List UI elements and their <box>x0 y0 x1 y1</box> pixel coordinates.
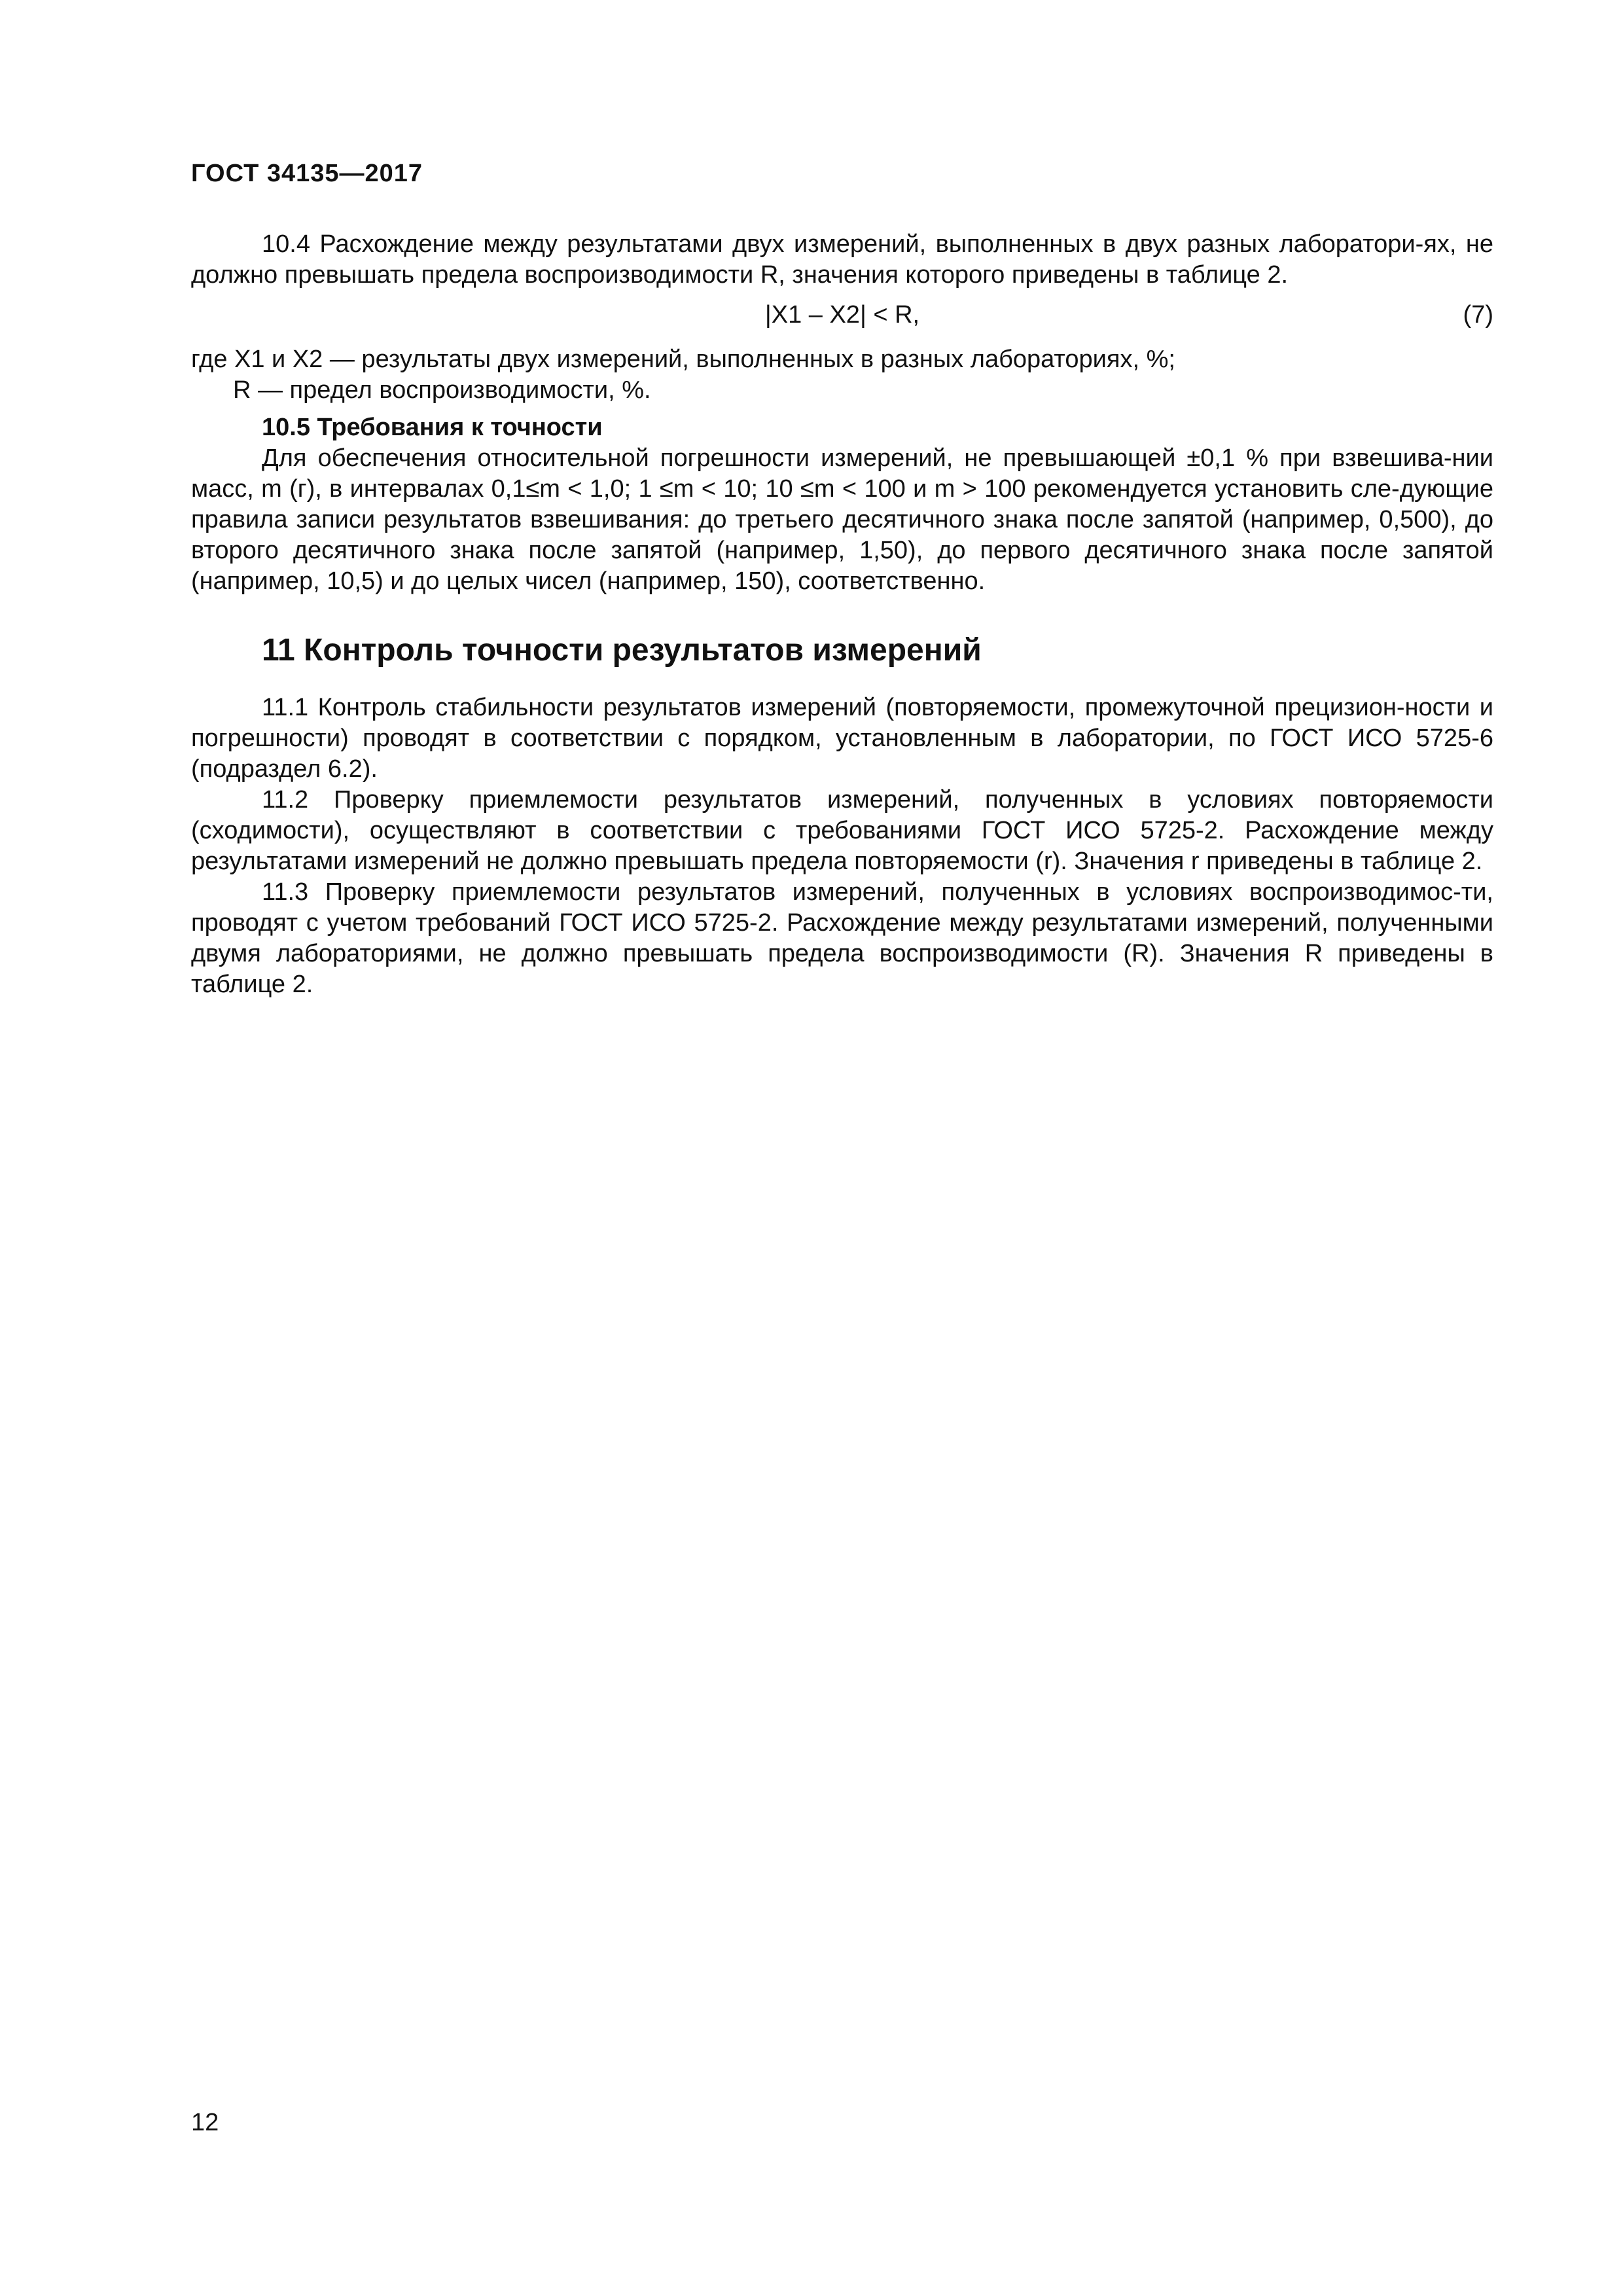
where-x-definition: где X1 и X2 — результаты двух измерений, выполненных в разных лабораториях, %; <box>191 346 1175 373</box>
formula-row <box>191 300 1493 339</box>
standard-header: ГОСТ 34135—2017 <box>191 160 423 187</box>
paragraph-10-5: Для обеспечения относительной погрешности измерений, не превышающей ±0,1 % при взвешива-нии масс, m (г), в интервалах 0,1≤m < 1,0; 1 ≤m < 10; 10 ≤m < 100 и m > 100 рекомендуется установить сле-дующие правила записи результатов взвешивания: до третьего десятичного знака после запятой (например, 0,500), до второго десятичного знака после запятой (например, 1,50), до первого десятичного знака после запятой (например, 10,5) и до целых чисел (например, 150), соответственно. <box>191 444 1493 595</box>
where-r-definition: R — предел воспроизводимости, %. <box>233 376 651 404</box>
paragraph-11-2: 11.2 Проверку приемлемости результатов измерений, полученных в условиях повторяемости (сходимости), осуществляют в соответствии с требованиями ГОСТ ИСО 5725-2. Расхождение между результатами измерений не должно превышать предела повторяемости (r). Значения r приведены в таблице 2. <box>191 786 1493 875</box>
paragraph-10-4: 10.4 Расхождение между результатами двух измерений, выполненных в двух разных лаборатори-ях, не должно превышать предела воспроизводимости R, значения которого приведены в таблице 2. <box>191 230 1493 289</box>
formula-number: (7) <box>1463 301 1493 329</box>
page-number: 12 <box>191 2109 219 2136</box>
page-content <box>191 229 1493 1000</box>
subsection-10-5-title: 10.5 Требования к точности <box>262 414 603 441</box>
section-11-title: 11 Контроль точности результатов измерений <box>262 633 982 668</box>
formula-7: |X1 – X2| < R, <box>764 301 920 329</box>
paragraph-11-3: 11.3 Проверку приемлемости результатов измерений, полученных в условиях воспроизводимос-ти, проводят с учетом требований ГОСТ ИСО 5725-2. Расхождение между результатами измерений, полученными двумя лабораториями, не должно превышать предела воспроизводимости (R). Значения R приведены в таблице 2. <box>191 878 1493 998</box>
paragraph-11-1: 11.1 Контроль стабильности результатов измерений (повторяемости, промежуточной прецизион-ности и погрешности) проводят в соответствии с порядком, установленным в лаборатории, по ГОСТ ИСО 5725-6 (подраздел 6.2). <box>191 694 1493 783</box>
